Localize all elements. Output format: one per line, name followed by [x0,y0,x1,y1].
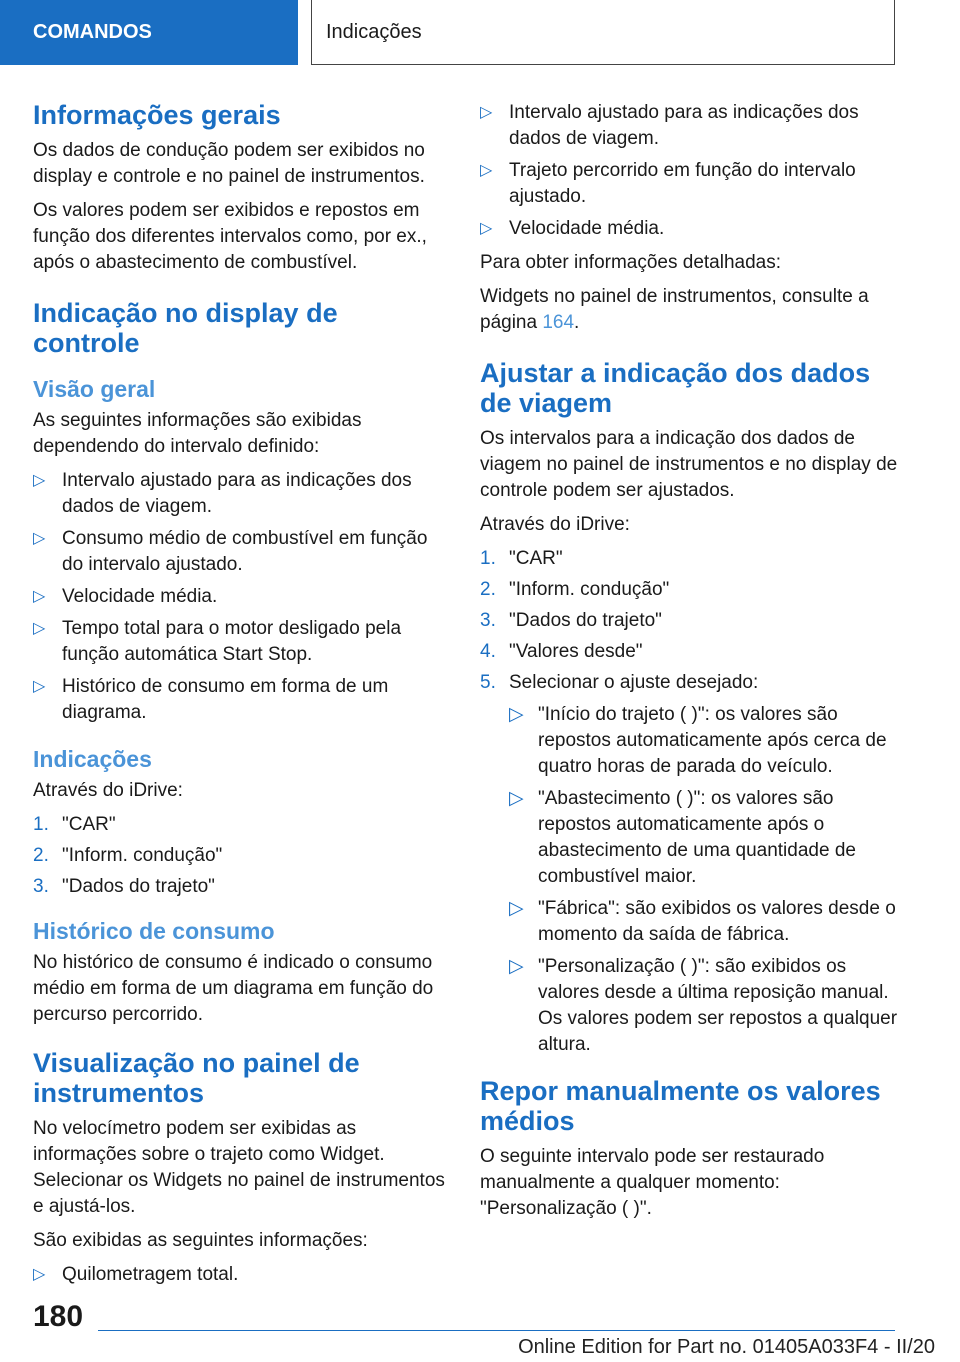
list-item: ▷ Intervalo ajustado para as indicações dos dados de viagem. [480,102,859,149]
paragraph: As seguintes informações são exibidas dependendo do intervalo definido: [33,410,362,457]
list-item: 1. "CAR" [480,548,563,569]
triangle-bullet-icon: ▷ [480,220,493,237]
triangle-bullet-icon: ▷ [33,530,46,547]
bullet-list [480,100,898,242]
list-item: ▷ "Abastecimento ( )": os valores são repostos automaticamente após o abastecimento de uma quantidade de combustível maior. [509,788,856,887]
triangle-bullet-icon: ▷ [33,620,46,637]
paragraph: No velocímetro podem ser exibidas as informações sobre o trajeto como Widget. Selecionar os Widgets no painel de instrumentos e ajustá-los. [33,1118,445,1217]
triangle-bullet-icon: ▷ [33,588,46,605]
list-item: ▷ Trajeto percorrido em função do intervalo ajustado. [480,160,856,207]
paragraph: No histórico de consumo é indicado o consumo médio em forma de um diagrama em função do percurso percorrido. [33,952,434,1025]
triangle-bullet-icon: ▷ [509,898,524,919]
subsection-title: Indicações [311,0,895,65]
footer-edition: Online Edition for Part no. 01405A033F4 - II/20 [518,1336,935,1358]
triangle-bullet-icon: ▷ [480,104,493,121]
page-number: 180 [33,1300,84,1333]
numbered-list [480,546,898,1058]
triangle-bullet-icon: ▷ [33,472,46,489]
list-item: 2. "Inform. condução" [480,579,670,600]
list-item: ▷ Intervalo ajustado para as indicações dos dados de viagem. [33,470,412,517]
heading-informacoes-gerais: Informações gerais [33,100,281,130]
paragraph: Os intervalos para a indicação dos dados de viagem no painel de instrumentos e no display de controle podem ser ajustados. [480,428,898,501]
list-item: 2. "Inform. condução" [33,845,223,866]
list-item: 3. "Dados do trajeto" [480,610,662,631]
page-link[interactable]: 164 [542,312,575,333]
paragraph: Para obter informações detalhadas: [480,252,782,273]
paragraph: Através do iDrive: [33,780,183,801]
heading-indicacao-display: Indicação no display de controle [33,298,338,358]
sub-bullet-list [509,702,898,1058]
numbered-list [33,812,448,900]
triangle-bullet-icon: ▷ [33,1266,46,1283]
right-column [480,100,898,1230]
list-item: ▷ Velocidade média. [480,216,898,242]
paragraph: São exibidas as seguintes informações: [33,1230,368,1251]
paragraph: Os valores podem ser exibidos e repostos em função dos diferentes intervalos como, por ex., após o abastecimento de combustível. [33,200,427,273]
list-item: ▷ "Personalização ( )": são exibidos os valores desde a última reposição manual. Os valores podem ser repostos a qualquer altura. [509,956,898,1055]
triangle-bullet-icon: ▷ [509,704,524,725]
triangle-bullet-icon: ▷ [509,956,524,977]
paragraph: O seguinte intervalo pode ser restaurado manualmente a qualquer momento: "Personalização ( )". [480,1146,825,1219]
triangle-bullet-icon: ▷ [509,788,524,809]
paragraph: Através do iDrive: [480,514,630,535]
triangle-bullet-icon: ▷ [480,162,493,179]
footer-divider [98,1330,895,1331]
list-item: 4. "Valores desde" [480,641,643,662]
list-item: ▷ Histórico de consumo em forma de um diagrama. [33,676,389,723]
list-item: 1. "CAR" [33,814,116,835]
bullet-list [33,1262,448,1288]
section-tab: COMANDOS [0,0,298,65]
list-item: ▷ Velocidade média. [33,584,448,610]
heading-historico-consumo: Histórico de consumo [33,918,275,944]
list-item: ▷ "Início do trajeto ( )": os valores são repostos automaticamente após cerca de quatro horas de parada do veículo. [509,704,887,777]
list-item: ▷ Quilometragem total. [33,1262,448,1288]
left-column [33,100,448,1296]
list-item: 5. Selecionar o ajuste desejado: ▷ "Início do trajeto ( )": os valores são repostos automaticamente após cerca de quatro horas de parada do veículo. ▷ "Abastecimento ( )": os valores são repostos automaticamente após o abastecimento de uma quantidade de combustível maior. ▷ "Fábrica": são exibidos os valores desde o momento da saída de fábrica. ▷ "Personalização ( )": são exibidos os valores desde a última reposição manual. Os valores podem ser repostos a qualquer altura. [480,670,898,1058]
triangle-bullet-icon: ▷ [33,678,46,695]
heading-indicacoes: Indicações [33,746,152,772]
list-item: ▷ Tempo total para o motor desligado pela função automática Start Stop. [33,618,402,665]
list-item: ▷ "Fábrica": são exibidos os valores desde o momento da saída de fábrica. [509,898,896,945]
heading-repor-manualmente: Repor manualmente os valores médios [480,1076,881,1136]
paragraph: Os dados de condução podem ser exibidos no display e controle e no painel de instrumentos. [33,140,425,187]
list-item: ▷ Consumo médio de combustível em função do intervalo ajustado. [33,528,428,575]
heading-ajustar-indicacao: Ajustar a indicação dos dados de viagem [480,358,871,418]
heading-visualizacao-painel: Visualização no painel de instrumentos [33,1048,360,1108]
paragraph: Widgets no painel de instrumentos, consulte a página 164. [480,286,869,333]
bullet-list [33,468,448,726]
list-item: 3. "Dados do trajeto" [33,876,215,897]
heading-visao-geral: Visão geral [33,376,156,402]
